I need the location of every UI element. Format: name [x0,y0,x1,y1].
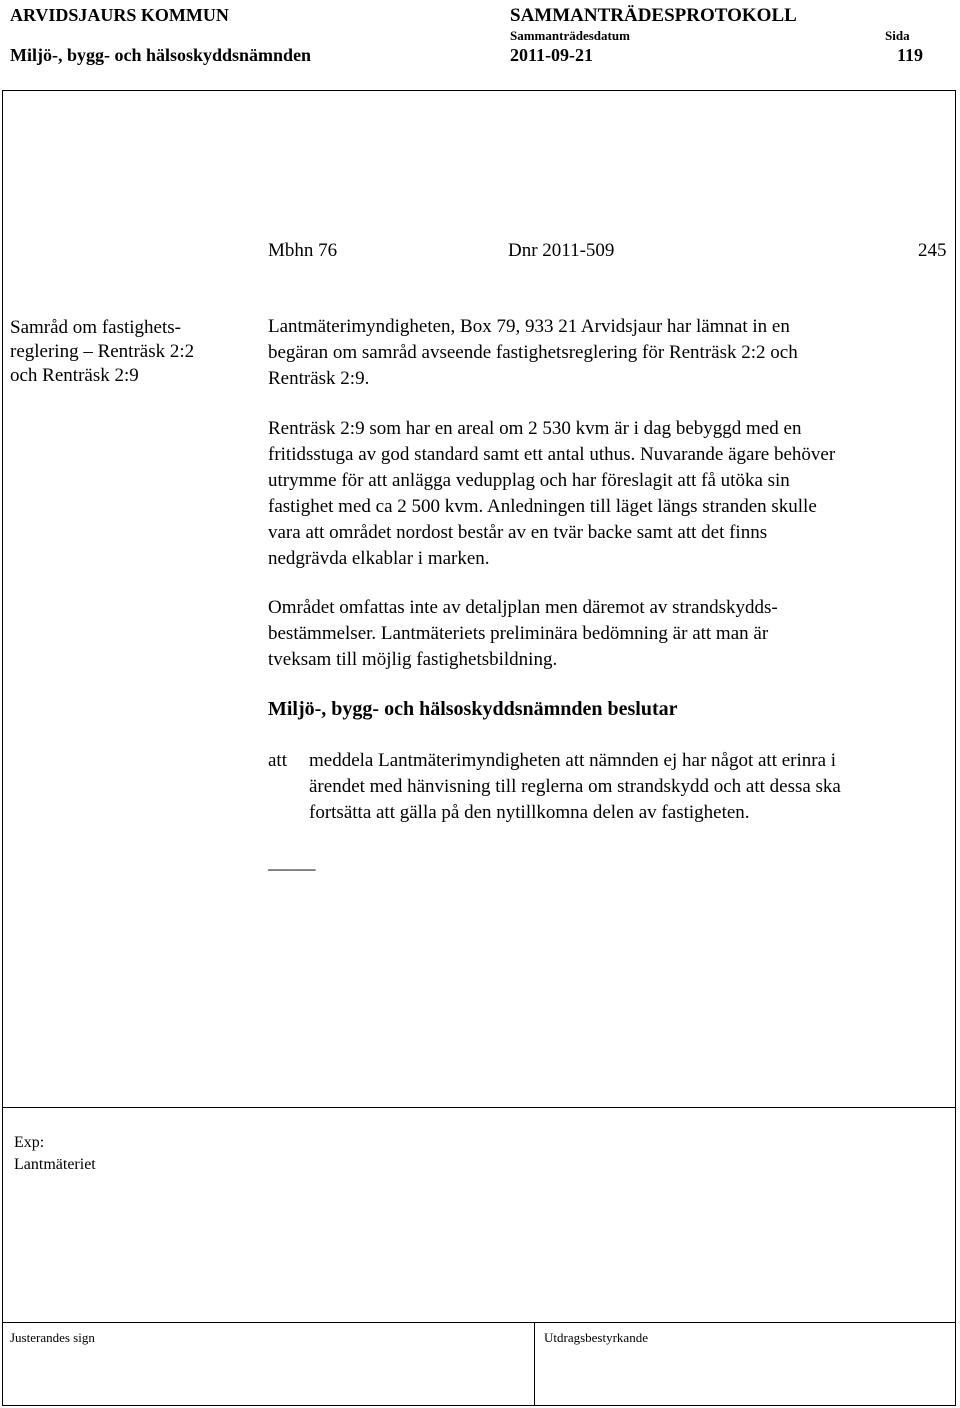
page-label: Sida [885,28,910,43]
body-paragraph [268,416,948,572]
subject-line: Samråd om fastighets- [10,317,181,338]
expedition-divider [2,1107,956,1108]
committee-name: Miljö-, bygg- och hälsoskyddsnämnden [10,45,312,65]
body-paragraph [268,314,948,392]
org-name: ARVIDSJAURS KOMMUN [10,5,229,25]
paragraph-number: Mbhn 76 [268,240,338,261]
text-line: bestämmelser. Lantmäteriets preliminära bedömning är att man är [268,623,769,644]
adjuster-signature-label: Justerandes sign [10,1330,95,1345]
text-line: Renträsk 2:9. [268,368,370,389]
text-line: ärendet med hänvisning till reglerna om strandskydd och att dessa ska [309,776,841,797]
subject-heading [10,316,260,388]
decision-heading: Miljö-, bygg- och hälsoskyddsnämnden beslutar [268,698,678,720]
body-paragraph [268,595,948,673]
date-label: Sammanträdesdatum [510,28,630,43]
text-line: fastighet med ca 2 500 kvm. Anledningen till läget längs stranden skulle [268,496,817,517]
text-line: utrymme för att anlägga vedupplag och har föreslagit att få utöka sin [268,470,790,491]
diary-number: Dnr 2011-509 [508,240,615,261]
text-line: Renträsk 2:9 som har en areal om 2 530 kvm är i dag bebyggd med en [268,418,802,439]
extract-certification-label: Utdragsbestyrkande [544,1330,648,1345]
decision-text [309,748,949,826]
footer-divider [2,1322,956,1323]
text-line: fritidsstuga av god standard samt ett antal uthus. Nuvarande ägare behöver [268,444,836,465]
expedition-recipient: Lantmäteriet [14,1156,96,1173]
page-number: 119 [897,45,924,65]
subject-line: reglering – Renträsk 2:2 [10,341,195,362]
footer-column-divider [534,1322,535,1406]
document-type: SAMMANTRÄDESPROTOKOLL [510,5,797,26]
case-number: 245 [918,240,947,261]
text-line: nedgrävda elkablar i marken. [268,548,490,569]
text-line: meddela Lantmäterimyndigheten att nämnden ej har något att erinra i [309,750,837,771]
text-line: fortsätta att gälla på den nytillkomna delen av fastigheten. [309,802,750,823]
text-line: Lantmäterimyndigheten, Box 79, 933 21 Arvidsjaur har lämnat in en [268,316,790,337]
text-line: Området omfattas inte av detaljplan men däremot av strandskydds- [268,597,778,618]
meeting-date: 2011-09-21 [510,45,593,65]
text-line: tveksam till möjlig fastighetsbildning. [268,649,558,670]
text-line: begäran om samråd avseende fastighetsreglering för Renträsk 2:2 och [268,342,798,363]
text-line: vara att området nordost består av en tvär backe samt att det finns [268,522,768,543]
separator-line: _____ [268,852,316,873]
decision-prefix: att [268,750,287,771]
subject-line: och Renträsk 2:9 [10,365,139,386]
expedition-label: Exp: [14,1134,45,1151]
